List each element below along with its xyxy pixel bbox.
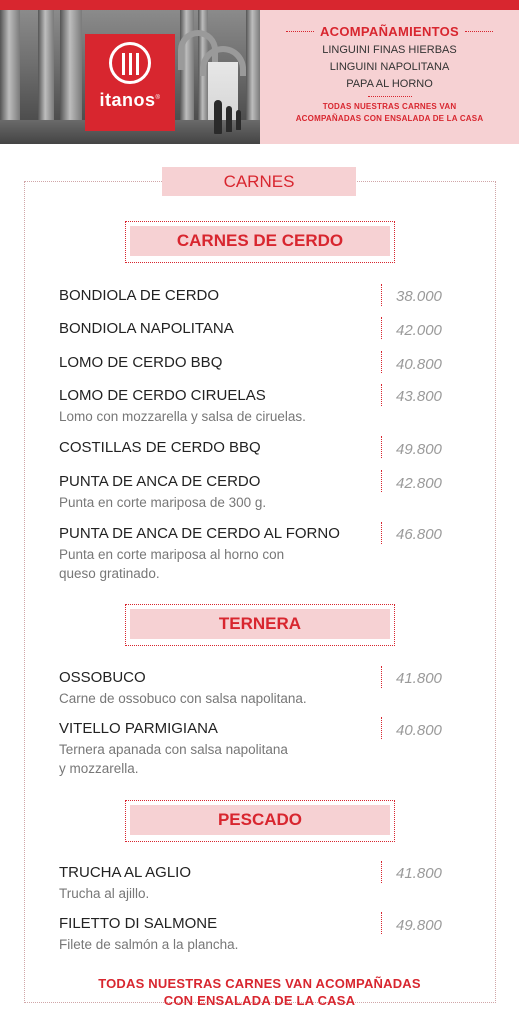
item-description: Lomo con mozzarella y salsa de ciruelas. (59, 409, 306, 424)
item-name: BONDIOLA NAPOLITANA (59, 320, 234, 337)
item-description: Ternera apanada con salsa napolitana (59, 742, 288, 757)
item-description: Carne de ossobuco con salsa napolitana. (59, 691, 307, 706)
header-photo (0, 10, 260, 144)
item-name: FILETTO DI SALMONE (59, 915, 218, 932)
item-price: 40.800 (396, 722, 442, 739)
item-name: OSSOBUCO (59, 669, 146, 686)
section-header-ternera (125, 604, 395, 646)
accompaniments-title: ACOMPAÑAMIENTOS (260, 24, 519, 39)
accompaniments-panel (260, 10, 519, 144)
divider (381, 384, 382, 406)
accompaniment-item: PAPA AL HORNO (346, 78, 433, 90)
item-price: 46.800 (396, 526, 442, 543)
divider (381, 912, 382, 934)
item-price: 43.800 (396, 388, 442, 405)
logo-text: itanos® (99, 90, 161, 110)
item-name: LOMO DE CERDO CIRUELAS (59, 387, 266, 404)
item-price: 42.800 (396, 475, 442, 492)
divider (381, 666, 382, 688)
accompaniment-item: LINGUINI FINAS HIERBAS (322, 44, 457, 56)
divider (368, 96, 412, 97)
section-title: TERNERA (130, 609, 390, 639)
item-name: BONDIOLA DE CERDO (59, 287, 220, 304)
item-description: Punta en corte mariposa al horno con (59, 547, 285, 562)
item-name: COSTILLAS DE CERDO BBQ (59, 439, 261, 456)
logo-mark-icon (109, 42, 151, 84)
item-name: TRUCHA AL AGLIO (59, 864, 191, 881)
item-description: queso gratinado. (59, 566, 160, 581)
top-red-bar (0, 0, 519, 10)
item-description: Punta en corte mariposa de 300 g. (59, 495, 267, 510)
item-name: LOMO DE CERDO BBQ (59, 354, 223, 371)
divider (381, 284, 382, 306)
footer-note-line2: CON ENSALADA DE LA CASA (163, 993, 356, 1008)
item-price: 42.000 (396, 322, 442, 339)
accompaniments-list (260, 42, 519, 93)
item-price: 49.800 (396, 917, 442, 934)
divider (381, 436, 382, 458)
divider (381, 351, 382, 373)
section-title: PESCADO (130, 805, 390, 835)
item-price: 41.800 (396, 670, 442, 687)
item-price: 40.800 (396, 356, 442, 373)
section-header-cerdo (125, 221, 395, 263)
item-price: 38.000 (396, 288, 442, 305)
divider (381, 861, 382, 883)
divider (381, 522, 382, 544)
header-note-line2: ACOMPAÑADAS CON ENSALADA DE LA CASA (295, 114, 484, 123)
menu-title: CARNES (162, 167, 356, 196)
item-name: VITELLO PARMIGIANA (59, 720, 218, 737)
divider (381, 470, 382, 492)
item-description: y mozzarella. (59, 761, 139, 776)
accompaniment-item: LINGUINI NAPOLITANA (329, 61, 450, 73)
item-description: Trucha al ajillo. (59, 886, 150, 901)
section-title: CARNES DE CERDO (130, 226, 390, 256)
footer-note (30, 975, 489, 1009)
item-name: PUNTA DE ANCA DE CERDO (59, 473, 261, 490)
item-description: Filete de salmón a la plancha. (59, 937, 239, 952)
footer-note-line1: TODAS NUESTRAS CARNES VAN ACOMPAÑADAS (98, 976, 421, 991)
header-banner (0, 10, 519, 144)
item-price: 41.800 (396, 865, 442, 882)
item-price: 49.800 (396, 441, 442, 458)
divider (381, 317, 382, 339)
divider (381, 717, 382, 739)
section-header-pescado (125, 800, 395, 842)
itanos-logo (85, 34, 175, 131)
item-name: PUNTA DE ANCA DE CERDO AL FORNO (59, 525, 340, 542)
header-note-line1: TODAS NUESTRAS CARNES VAN (322, 102, 457, 111)
